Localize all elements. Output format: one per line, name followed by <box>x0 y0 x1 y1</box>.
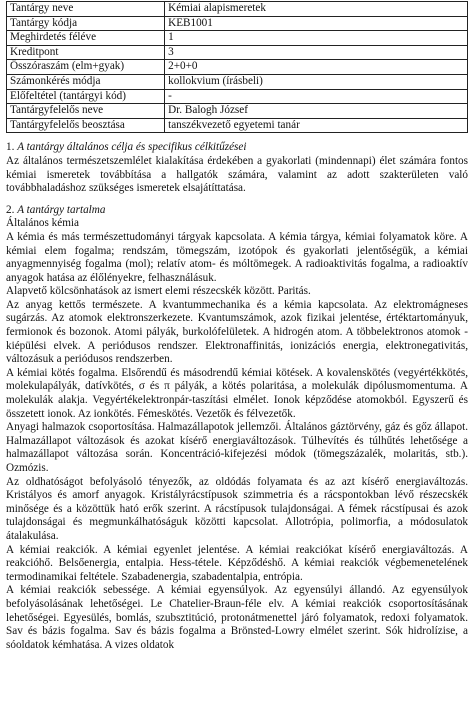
info-row <box>7 74 468 89</box>
info-value: tanszékvezető egyetemi tanár <box>165 118 468 133</box>
paragraph-kinetics <box>6 584 468 652</box>
info-label: Meghirdetés féléve <box>7 31 165 46</box>
info-row <box>7 89 468 104</box>
info-value: 2+0+0 <box>165 60 468 75</box>
section-2-heading <box>6 204 468 218</box>
info-value: KEB1001 <box>165 16 468 31</box>
info-value: 3 <box>165 45 468 60</box>
info-label: Tantárgy neve <box>7 2 165 17</box>
section-1-heading <box>6 141 468 155</box>
info-label: Kreditpont <box>7 45 165 60</box>
paragraph-bonds: A kémiai kötés fogalma. Elsőrendű és másodrendű kémiai kötések. A kovalenskötés (vegyértékkötés, molekulapályák, datívkötés, σ és π pályák, a kötés polaritása, a molekulák dipólusmomentuma. A molekulák alakja. Vegyértékelektronpár-taszítási elmélet. Ionok képződése atomokból. Egyszerű és összetett ionok. Az ionkötés. Fémeskötés. Vezetők és félvezetők. <box>6 366 468 420</box>
info-value: 1 <box>165 31 468 46</box>
paragraph-interactions: Alapvető kölcsönhatások az ismert elemi részecskék között. Paritás. <box>6 285 311 298</box>
info-value: - <box>165 89 468 104</box>
info-row <box>7 31 468 46</box>
info-label: Tantárgyfelelős neve <box>7 104 165 119</box>
info-row <box>7 45 468 60</box>
document-page <box>0 1 474 705</box>
info-value: kollokvium (írásbeli) <box>165 74 468 89</box>
section-2-number: 2. <box>6 203 15 216</box>
section-1-text: Az általános természetszemlélet kialakítása érdekében a gyakorlati (mindennapi) élet számára fontos kémiai ismeretek továbbítása a hallgatók számára, valamint az adott szakterületen való továbbhaladáshoz szükséges ismeretek elsajátíttatása. <box>6 154 468 195</box>
section-1-number: 1. <box>6 141 15 154</box>
paragraph-reactions: A kémiai reakciók. A kémiai egyenlet jelentése. A kémiai reakciókat kísérő energiaváltozás. A reakcióhő. Belsőenergia, entalpia. Hess-tétele. Képződéshő. A kémiai reakciók végbemenetelének termodinamikai feltétele. Szabadenergia, szabadentalpia, entrópia. <box>6 543 468 583</box>
course-info-table <box>6 1 468 133</box>
section-2-title: A tantárgy tartalma <box>17 203 106 216</box>
paragraph-kinetics-main: A kémiai reakciók sebessége. A kémiai egyensúlyok. Az egyensúlyi állandó. Az egyensúlyok befolyásolásának lehetőségei. Le Chatelier-Braun-féle elv. A kémiai reakciók csoportosításának lehetőségei. Egyesülés, bomlás, szubsztitúció, protonátmenettel járó folyamatok, redoxi folyamatok. Sav és bázis fogalma. Sav és bázis fogalma a Brönsted-Lowry elmélet szerint. Sók hidrolízise, a sóoldatok kémhatása. A vizes oldatok <box>6 584 468 651</box>
info-value: Kémiai alapismeretek <box>165 2 468 17</box>
info-label: Összóraszám (elm+gyak) <box>7 60 165 75</box>
paragraph-states: Anyagi halmazok csoportosítása. Halmazállapotok jellemzői. Általános gáztörvény, gáz és gőz állapot. Halmazállapot változások és azokat kísérő energiaváltozások. Túlhevítés és túlhűtés lehetősége a halmazállapot változása során. Koncentráció-kifejezési módok (tömegszázalék, molaritás, stb.). Ozmózis. <box>6 421 468 474</box>
paragraph-solubility: Az oldhatóságot befolyásoló tényezők, az oldódás folyamata és az azt kísérő energiaváltozás. Kristályos és amorf anyagok. Kristályrácstípusok szimmetria és a rácspontokban lévő részecskék minősége és a közöttük ható erők szerint. A rácstípusok tulajdonságai. A fémek rácstípusai és azok tulajdonságai és megmunkálhatóságuk közötti kapcsolat. Allotrópia, polimorfia, a módosulatok átalakulása. <box>6 475 468 542</box>
section-2-subtitle: Általános kémia <box>6 217 80 230</box>
info-row <box>7 60 468 75</box>
info-value: Dr. Balogh József <box>165 104 468 119</box>
info-row <box>7 104 468 119</box>
paragraph-quantum: Az anyag kettős természete. A kvantummechanika és a kémia kapcsolata. Az elektromágneses sugárzás. Az atomok elektronszerkezete. Kvantumszámok, azok fizikai jelentése, értéktartományuk, fermionok és bozonok. Atomi pályák, burkolófelületek. A hidrogén atom. A többelektronos atomok - kiépülési elvek. A periódusos rendszer. Elektronaffinitás, ionizációs energia, elektronegativitás, változásuk a periódusos rendszerben. <box>6 298 468 366</box>
info-label: Számonkérés módja <box>7 74 165 89</box>
paragraph-intro: A kémia és más természettudományi tárgyak kapcsolata. A kémia tárgya, kémiai folyamatok köre. A kémiai elem fogalma; rendszám, tömegszám, izotópok és gyakorlati jelentőségük, a kémiai anyagmennyiség fogalma (mol); relatív atom- és móltömegek. A radioaktivitás fogalma, a radioaktív anyagok hatása az élőlényekre, felhasználásuk. <box>6 230 468 284</box>
info-label: Tantárgyfelelős beosztása <box>7 118 165 133</box>
info-label: Előfeltétel (tantárgyi kód) <box>7 89 165 104</box>
section-1-title: A tantárgy általános célja és specifikus célkitűzései <box>17 141 247 154</box>
course-info-table-body <box>7 2 468 133</box>
info-row <box>7 118 468 133</box>
info-label: Tantárgy kódja <box>7 16 165 31</box>
info-row <box>7 2 468 17</box>
info-row <box>7 16 468 31</box>
